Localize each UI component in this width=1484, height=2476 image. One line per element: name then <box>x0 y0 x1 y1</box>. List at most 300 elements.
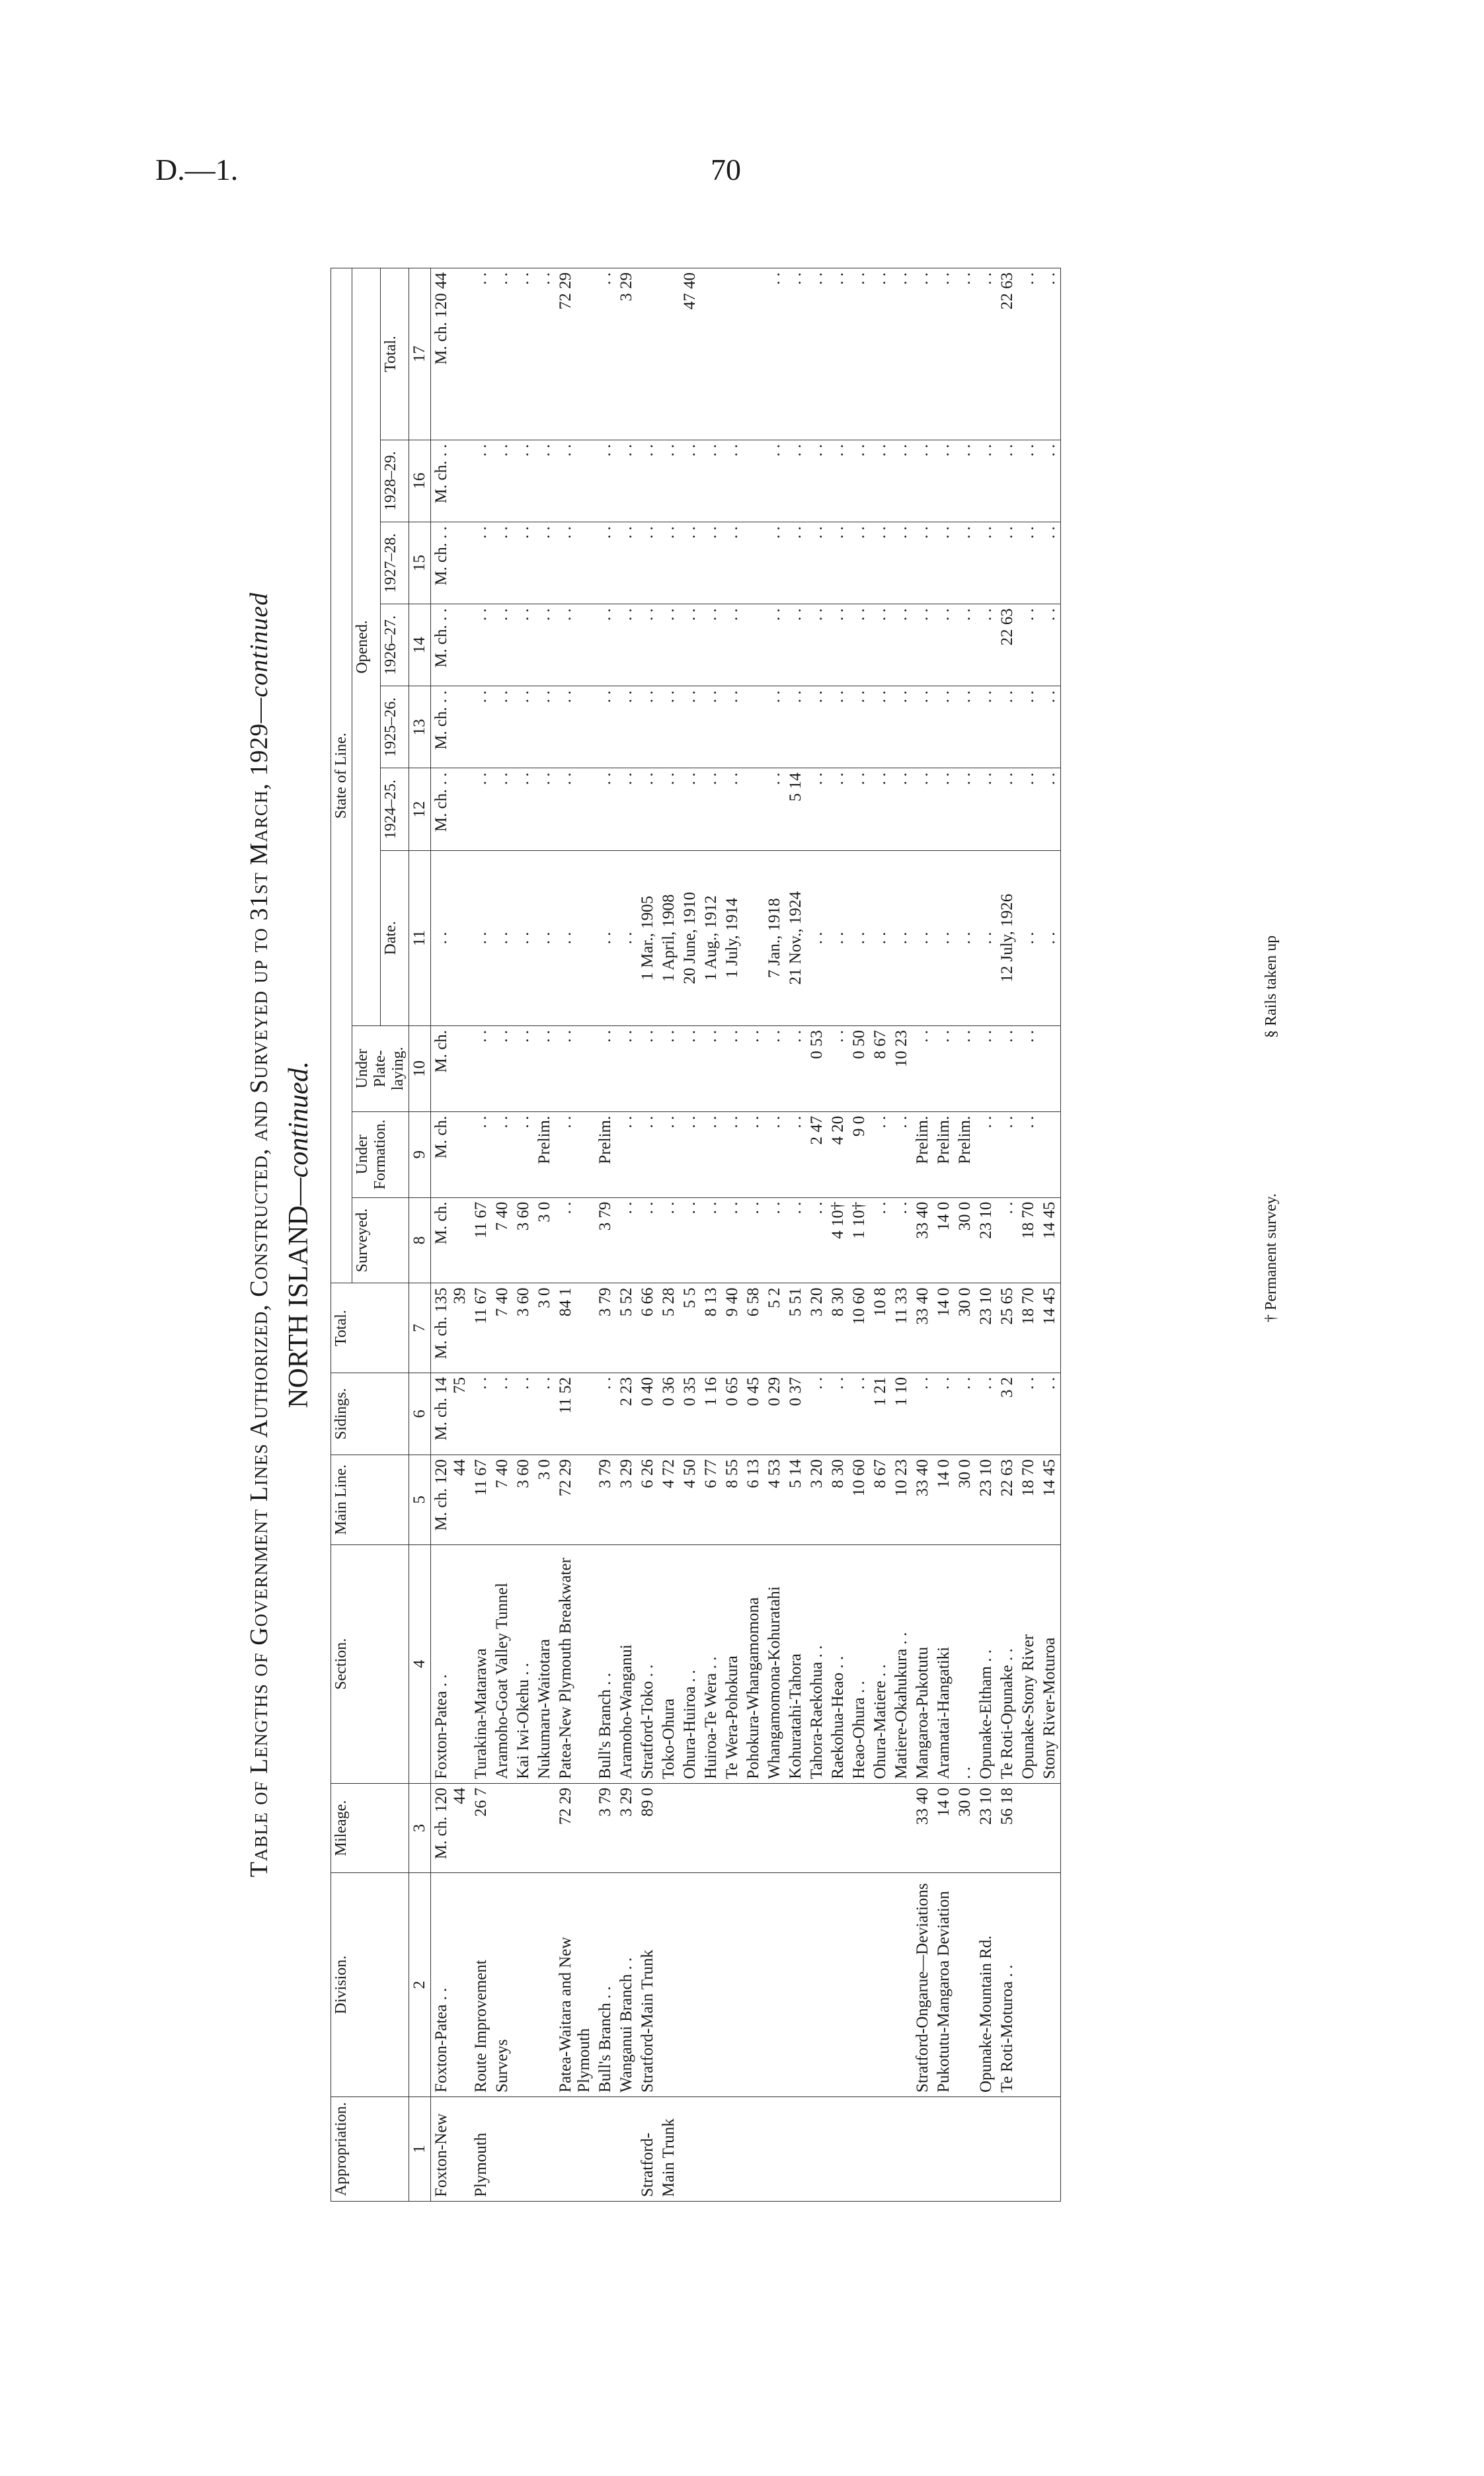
cell-y2: . . <box>722 686 743 768</box>
cell-sid: 1 10 <box>891 1373 912 1455</box>
cell-tot: 14 0 <box>933 1283 955 1373</box>
cell-div <box>513 1873 534 2097</box>
page-ref: D.—1. <box>155 153 239 186</box>
cell-app <box>616 2097 637 2201</box>
cell-y3: . . <box>701 604 722 686</box>
cell-sid: . . <box>828 1373 849 1455</box>
cell-mil: 3 79 <box>595 1783 616 1872</box>
cell-otot: . . <box>828 268 849 440</box>
cell-plate: 10 23 <box>891 1025 912 1111</box>
cell-div: Bull's Branch . . <box>595 1873 616 2097</box>
cell-sid: 2 23 <box>616 1373 637 1455</box>
cell-plate: . . <box>997 1025 1018 1111</box>
cell-tot: 14 45 <box>1039 1283 1061 1373</box>
cell-sec: Ohura-Matiere . . <box>870 1544 891 1783</box>
cell-sid: 0 36 <box>658 1373 680 1455</box>
table-row <box>492 268 513 2202</box>
cell-main: 8 30 <box>828 1455 849 1544</box>
cell-otot: . . <box>912 268 933 440</box>
cell-sid: . . <box>534 1373 555 1455</box>
cell-y3: . . <box>637 604 658 686</box>
cell-y2: . . <box>997 686 1018 768</box>
cell-div: Pukotutu-Mangaroa Deviation <box>933 1873 955 2097</box>
cell-app: Plymouth <box>471 2097 492 2201</box>
cell-y1: . . <box>912 768 933 850</box>
header-platelaying: Under Plate-laying. <box>352 1025 409 1111</box>
cell-div <box>743 1873 764 2097</box>
cell-date: 1 April, 1908 <box>658 850 680 1025</box>
cell-plate: . . <box>658 1025 680 1111</box>
table-row <box>637 268 658 2202</box>
cell-otot: . . <box>891 268 912 440</box>
cell-otot: . . <box>806 268 828 440</box>
cell-sec: Stratford-Toko . . <box>637 1544 658 1783</box>
cell-y4: . . <box>828 522 849 604</box>
cell-y3: . . <box>870 604 891 686</box>
cell-div <box>701 1873 722 2097</box>
cell-tot: 5 5 <box>680 1283 701 1373</box>
col-num: 15 <box>409 522 431 604</box>
cell-date: 1 Mar., 1905 <box>637 850 658 1025</box>
cell-sur: 4 10† <box>828 1197 849 1283</box>
cell-div: Foxton-Patea . . <box>431 1873 471 2097</box>
cell-tot: 25 65 <box>997 1283 1018 1373</box>
cell-y1 <box>743 768 764 850</box>
cell-sec: Bull's Branch . . <box>595 1544 616 1783</box>
cell-sec: Patea-New Plymouth Breakwater <box>555 1544 595 1783</box>
cell-div <box>955 1873 976 2097</box>
cell-div: Patea-Waitara and New Plymouth <box>555 1873 595 2097</box>
cell-div <box>849 1873 870 2097</box>
header-division: Division. <box>331 1873 409 2097</box>
cell-plate: . . <box>680 1025 701 1111</box>
cell-y2: . . <box>955 686 976 768</box>
cell-y5: . . <box>595 440 616 522</box>
cell-sur: . . <box>701 1197 722 1283</box>
cell-main: 22 63 <box>997 1455 1018 1544</box>
cell-otot: . . <box>849 268 870 440</box>
table-row <box>828 268 849 2202</box>
cell-form: . . <box>658 1111 680 1197</box>
cell-sid: 11 52 <box>555 1373 595 1455</box>
cell-mil <box>849 1783 870 1872</box>
cell-date: . . <box>806 850 828 1025</box>
cell-mil <box>722 1783 743 1872</box>
cell-tot: 10 8 <box>870 1283 891 1373</box>
cell-app <box>870 2097 891 2201</box>
cell-date: 21 Nov., 1924 <box>785 850 806 1025</box>
cell-app <box>912 2097 933 2201</box>
cell-y3: . . <box>828 604 849 686</box>
cell-sur: 3 0 <box>534 1197 555 1283</box>
cell-y2: . . <box>637 686 658 768</box>
cell-y3: . . <box>976 604 997 686</box>
col-num: 2 <box>409 1873 431 2097</box>
cell-y3: M. ch. . . <box>431 604 471 686</box>
cell-tot: 5 52 <box>616 1283 637 1373</box>
cell-y4: . . <box>955 522 976 604</box>
cell-sur: . . <box>997 1197 1018 1283</box>
table-row <box>785 268 806 2202</box>
cell-mil: 23 10 <box>976 1783 997 1872</box>
cell-main: 4 50 <box>680 1455 701 1544</box>
cell-y1: . . <box>680 768 701 850</box>
cell-sid: . . <box>492 1373 513 1455</box>
cell-tot: 3 60 <box>513 1283 534 1373</box>
cell-plate: M. ch. <box>431 1025 471 1111</box>
cell-form: 4 20 <box>828 1111 849 1197</box>
cell-mil: 56 18 <box>997 1783 1018 1872</box>
col-num: 17 <box>409 268 431 440</box>
cell-plate: . . <box>955 1025 976 1111</box>
cell-y1: . . <box>828 768 849 850</box>
cell-main: 72 29 <box>555 1455 595 1544</box>
cell-date: . . <box>555 850 595 1025</box>
cell-y1: . . <box>891 768 912 850</box>
cell-tot: 11 67 <box>471 1283 492 1373</box>
cell-tot: 5 28 <box>658 1283 680 1373</box>
cell-y1: . . <box>997 768 1018 850</box>
cell-sur: 23 10 <box>976 1197 997 1283</box>
cell-otot: . . <box>534 268 555 440</box>
cell-app <box>1018 2097 1039 2201</box>
col-num: 10 <box>409 1025 431 1111</box>
cell-app <box>701 2097 722 2201</box>
cell-sid: . . <box>1039 1373 1061 1455</box>
cell-app <box>555 2097 595 2201</box>
cell-otot: 72 29 <box>555 268 595 440</box>
cell-app <box>785 2097 806 2201</box>
cell-date: . . <box>933 850 955 1025</box>
cell-form: . . <box>997 1111 1018 1197</box>
cell-plate: 8 67 <box>870 1025 891 1111</box>
cell-sec: Opunake-Eltham . . <box>976 1544 997 1783</box>
cell-sur: 14 0 <box>933 1197 955 1283</box>
cell-app <box>764 2097 785 2201</box>
cell-main: 30 0 <box>955 1455 976 1544</box>
cell-sec: Matiere-Okahukura . . <box>891 1544 912 1783</box>
cell-sid: 1 21 <box>870 1373 891 1455</box>
cell-y3: . . <box>595 604 616 686</box>
cell-y4: . . <box>912 522 933 604</box>
cell-y1: . . <box>616 768 637 850</box>
cell-y3: . . <box>471 604 492 686</box>
header-opened: Opened. <box>352 268 381 1026</box>
cell-plate: . . <box>722 1025 743 1111</box>
cell-mil: 89 0 <box>637 1783 658 1872</box>
cell-y1: . . <box>806 768 828 850</box>
cell-y5: . . <box>849 440 870 522</box>
cell-mil <box>806 1783 828 1872</box>
cell-y4: . . <box>701 522 722 604</box>
cell-y5: . . <box>891 440 912 522</box>
cell-y4: . . <box>722 522 743 604</box>
cell-form: Prelim. <box>955 1111 976 1197</box>
cell-mil <box>1039 1783 1061 1872</box>
cell-plate: . . <box>513 1025 534 1111</box>
cell-y4: . . <box>471 522 492 604</box>
cell-y2: . . <box>912 686 933 768</box>
cell-main: 14 45 <box>1039 1455 1061 1544</box>
table-row <box>680 268 701 2202</box>
cell-sid: . . <box>933 1373 955 1455</box>
cell-y5: . . <box>492 440 513 522</box>
cell-y5: . . <box>870 440 891 522</box>
cell-sid: . . <box>471 1373 492 1455</box>
cell-tot: 8 13 <box>701 1283 722 1373</box>
cell-app <box>513 2097 534 2201</box>
cell-app: Stratford- <box>637 2097 658 2201</box>
cell-mil: 14 0 <box>933 1783 955 1872</box>
cell-y3: . . <box>933 604 955 686</box>
cell-tot: 3 20 <box>806 1283 828 1373</box>
cell-form: 9 0 <box>849 1111 870 1197</box>
cell-form: . . <box>680 1111 701 1197</box>
cell-y4: . . <box>891 522 912 604</box>
cell-main: 3 79 <box>595 1455 616 1544</box>
cell-sec: Heao-Ohura . . <box>849 1544 870 1783</box>
cell-app <box>806 2097 828 2201</box>
cell-mil <box>534 1783 555 1872</box>
cell-sid: 0 40 <box>637 1373 658 1455</box>
cell-plate: . . <box>595 1025 616 1111</box>
table-row <box>806 268 828 2202</box>
cell-otot: . . <box>1018 268 1039 440</box>
table-row <box>743 268 764 2202</box>
cell-mil <box>1018 1783 1039 1872</box>
cell-form: . . <box>555 1111 595 1197</box>
cell-date: . . <box>891 850 912 1025</box>
cell-y3 <box>743 604 764 686</box>
cell-otot: 47 40 <box>680 268 701 440</box>
cell-mil <box>513 1783 534 1872</box>
cell-main: 33 40 <box>912 1455 933 1544</box>
cell-date <box>743 850 764 1025</box>
cell-y3: 22 63 <box>997 604 1018 686</box>
cell-app <box>849 2097 870 2201</box>
cell-y5: . . <box>555 440 595 522</box>
table-row <box>701 268 722 2202</box>
cell-sur: 11 67 <box>471 1197 492 1283</box>
cell-y5: . . <box>933 440 955 522</box>
cell-tot: 8 30 <box>828 1283 849 1373</box>
cell-form: Prelim. <box>534 1111 555 1197</box>
cell-form: Prelim. <box>912 1111 933 1197</box>
cell-date: . . <box>976 850 997 1025</box>
cell-y3: . . <box>1018 604 1039 686</box>
cell-plate: . . <box>492 1025 513 1111</box>
col-num: 13 <box>409 686 431 768</box>
cell-mil <box>658 1783 680 1872</box>
cell-otot: . . <box>492 268 513 440</box>
cell-otot: 3 29 <box>616 268 637 440</box>
col-num: 9 <box>409 1111 431 1197</box>
cell-form: . . <box>637 1111 658 1197</box>
cell-sec: Kohuratahi-Tahora <box>785 1544 806 1783</box>
cell-sid: 3 2 <box>997 1373 1018 1455</box>
rotated-table-page <box>245 268 1292 2202</box>
cell-plate: . . <box>534 1025 555 1111</box>
cell-y4: . . <box>785 522 806 604</box>
cell-y4: . . <box>492 522 513 604</box>
cell-main: 4 53 <box>764 1455 785 1544</box>
cell-mil <box>743 1783 764 1872</box>
cell-y4: . . <box>534 522 555 604</box>
cell-form: . . <box>513 1111 534 1197</box>
title-main: Table of Lengths of Government Lines Authorized, Constructed, and Surveyed up to 31st March, 1929— <box>245 697 273 1878</box>
cell-app <box>722 2097 743 2201</box>
cell-y4: . . <box>555 522 595 604</box>
cell-y4: . . <box>997 522 1018 604</box>
cell-y5: . . <box>1039 440 1061 522</box>
cell-form: . . <box>722 1111 743 1197</box>
cell-sur: 3 79 <box>595 1197 616 1283</box>
cell-form: Prelim. <box>595 1111 616 1197</box>
cell-plate: . . <box>701 1025 722 1111</box>
cell-sec: Tahora-Raekohua . . <box>806 1544 828 1783</box>
cell-y2: . . <box>806 686 828 768</box>
cell-y2: . . <box>933 686 955 768</box>
cell-sid: . . <box>513 1373 534 1455</box>
cell-y4: . . <box>870 522 891 604</box>
lengths-table <box>331 268 1061 2202</box>
cell-div <box>764 1873 785 2097</box>
cell-y5: . . <box>828 440 849 522</box>
cell-app <box>955 2097 976 2201</box>
cell-y3: . . <box>658 604 680 686</box>
table-body <box>409 268 1061 2202</box>
cell-sur: 18 70 <box>1018 1197 1039 1283</box>
cell-tot: 6 58 <box>743 1283 764 1373</box>
cell-div: Wanganui Branch . . <box>616 1873 637 2097</box>
cell-div <box>806 1873 828 2097</box>
cell-mil <box>701 1783 722 1872</box>
col-num: 11 <box>409 850 431 1025</box>
header-date: Date. <box>381 850 409 1025</box>
cell-y4: . . <box>764 522 785 604</box>
header-year-4: 1927–28. <box>381 522 409 604</box>
cell-sec: Stony River-Moturoa <box>1039 1544 1061 1783</box>
cell-app <box>595 2097 616 2201</box>
cell-sec: Turakina-Matarawa <box>471 1544 492 1783</box>
col-num: 6 <box>409 1373 431 1455</box>
cell-sid: . . <box>1018 1373 1039 1455</box>
table-row <box>555 268 595 2202</box>
cell-div: Stratford-Main Trunk <box>637 1873 658 2097</box>
page-number: 70 <box>711 153 741 186</box>
cell-main: 3 20 <box>806 1455 828 1544</box>
cell-main: 6 13 <box>743 1455 764 1544</box>
cell-y5: . . <box>722 440 743 522</box>
cell-date: . . <box>471 850 492 1025</box>
cell-app <box>933 2097 955 2201</box>
cell-tot: 7 40 <box>492 1283 513 1373</box>
cell-sid: M. ch. 14 75 <box>431 1373 471 1455</box>
cell-div: Route Improvement <box>471 1873 492 2097</box>
cell-y3: . . <box>849 604 870 686</box>
cell-y3: . . <box>513 604 534 686</box>
cell-tot: 5 51 <box>785 1283 806 1373</box>
cell-sec: Aramoho-Wanganui <box>616 1544 637 1783</box>
cell-tot: 23 10 <box>976 1283 997 1373</box>
header-year-3: 1926–27. <box>381 604 409 686</box>
table-row <box>658 268 680 2202</box>
cell-y5: . . <box>764 440 785 522</box>
cell-sur: M. ch. <box>431 1197 471 1283</box>
cell-tot: 18 70 <box>1018 1283 1039 1373</box>
cell-main: 10 60 <box>849 1455 870 1544</box>
cell-sid: . . <box>976 1373 997 1455</box>
cell-y1: . . <box>555 768 595 850</box>
cell-sid: 0 35 <box>680 1373 701 1455</box>
header-year-5: 1928–29. <box>381 440 409 522</box>
cell-main: 14 0 <box>933 1455 955 1544</box>
cell-sec: Mangaroa-Pukotutu <box>912 1544 933 1783</box>
table-row <box>976 268 997 2202</box>
cell-main: 10 23 <box>891 1455 912 1544</box>
cell-div <box>722 1873 743 2097</box>
cell-y3: . . <box>1039 604 1061 686</box>
cell-otot: . . <box>513 268 534 440</box>
cell-sec: . . <box>955 1544 976 1783</box>
cell-tot: 11 33 <box>891 1283 912 1373</box>
cell-sur: . . <box>764 1197 785 1283</box>
cell-y5: . . <box>637 440 658 522</box>
cell-otot: M. ch. 120 44 <box>431 268 471 440</box>
cell-tot: 30 0 <box>955 1283 976 1373</box>
cell-form: . . <box>785 1111 806 1197</box>
cell-y4: . . <box>637 522 658 604</box>
cell-y1: . . <box>513 768 534 850</box>
cell-main: M. ch. 120 44 <box>431 1455 471 1544</box>
cell-date: . . <box>912 850 933 1025</box>
cell-div <box>658 1873 680 2097</box>
cell-y3: . . <box>912 604 933 686</box>
cell-y2: . . <box>534 686 555 768</box>
cell-sur: . . <box>722 1197 743 1283</box>
cell-app <box>997 2097 1018 2201</box>
cell-main: 3 29 <box>616 1455 637 1544</box>
cell-date: 20 June, 1910 <box>680 850 701 1025</box>
cell-sid: 0 45 <box>743 1373 764 1455</box>
col-num: 14 <box>409 604 431 686</box>
cell-otot <box>637 268 658 440</box>
cell-sec: Raekohua-Heao . . <box>828 1544 849 1783</box>
cell-sid: . . <box>806 1373 828 1455</box>
cell-form: . . <box>743 1111 764 1197</box>
cell-form: . . <box>870 1111 891 1197</box>
cell-y5: . . <box>997 440 1018 522</box>
cell-app <box>976 2097 997 2201</box>
cell-y2: . . <box>785 686 806 768</box>
col-num: 5 <box>409 1455 431 1544</box>
cell-y2 <box>743 686 764 768</box>
cell-y4: . . <box>1039 522 1061 604</box>
cell-app: Foxton-New <box>431 2097 471 2201</box>
table-row <box>513 268 534 2202</box>
cell-y4: . . <box>806 522 828 604</box>
cell-y5: . . <box>471 440 492 522</box>
cell-y1: . . <box>849 768 870 850</box>
cell-y3: . . <box>680 604 701 686</box>
cell-div: Te Roti-Moturoa . . <box>997 1873 1018 2097</box>
column-number-row <box>409 268 431 2202</box>
cell-sec: Opunake-Stony River <box>1018 1544 1039 1783</box>
cell-y2: . . <box>492 686 513 768</box>
cell-y5: . . <box>513 440 534 522</box>
table-row <box>431 268 471 2202</box>
cell-plate: . . <box>764 1025 785 1111</box>
